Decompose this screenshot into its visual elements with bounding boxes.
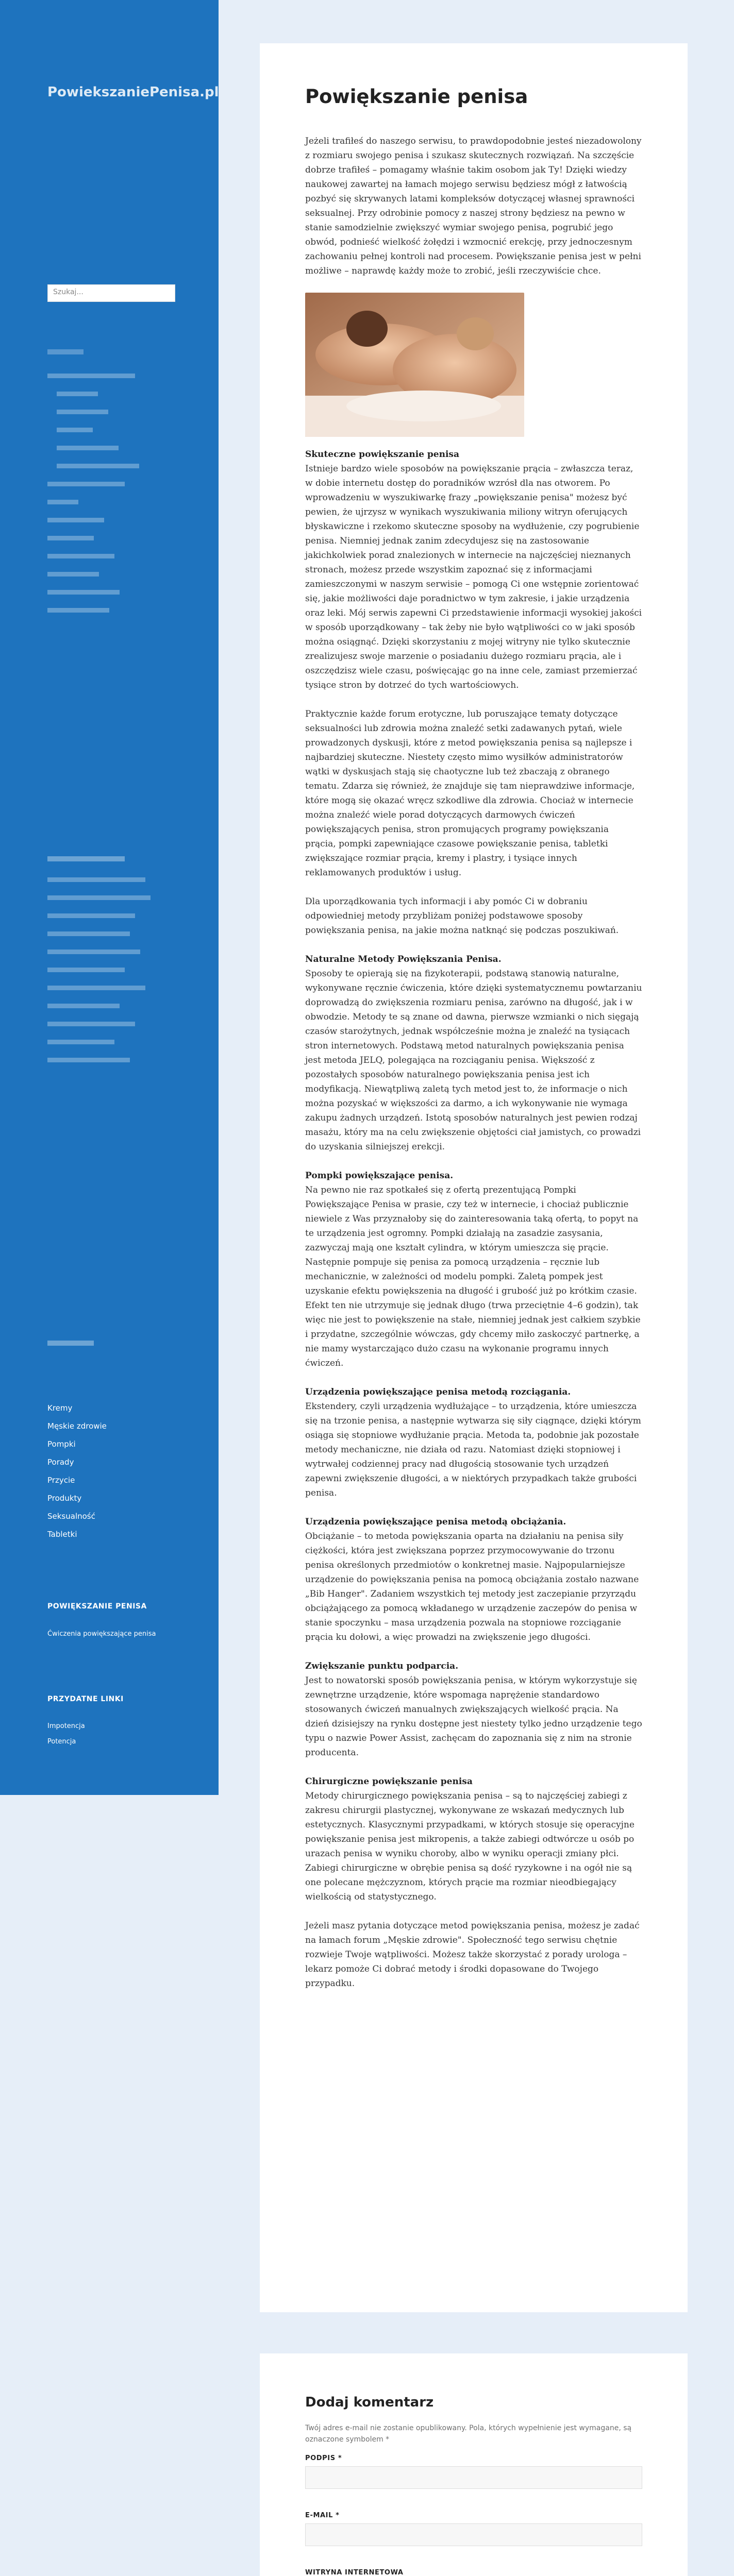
blurred-link[interactable] <box>47 385 139 403</box>
blurred-link[interactable] <box>47 1015 151 1033</box>
page-title: Powiększanie penisa <box>305 86 528 108</box>
blurred-link[interactable] <box>47 997 151 1015</box>
name-label: PODPIS * <box>305 2454 342 2462</box>
section-text: Jest to nowatorski sposób powiększania penisa, w którym wykorzystuje się zewnętrzne urządzenie, które wspomaga naprężenie standardowo stosowanych ćwiczeń manualnych zwiększających wielkość prącia. Na dzień dzisiejszy na rynku dostępne jest niestety tylko jedno urządzenie tego typu o nazwie Power Assist, zachęcam do zapoznania się z nim na stronie producenta. <box>305 1675 642 1758</box>
blurred-link[interactable] <box>47 871 151 889</box>
search-input[interactable]: Szukaj... <box>47 284 175 302</box>
sidebar <box>0 0 219 1795</box>
widget-pages-title: POWIĘKSZANIE PENISA <box>47 1602 147 1611</box>
category-link[interactable]: Męskie zdrowie <box>47 1421 107 1431</box>
blurred-link[interactable] <box>47 565 139 583</box>
email-label: E-MAIL * <box>305 2512 340 2519</box>
forum-paragraph: Praktycznie każde forum erotyczne, lub poruszające tematy dotyczące seksualności lub zdrowia można znaleźć setki zadawanych pytań, wiele prowadzonych dyskusji, które z metod powiększania penisa są najlepsze i najbardziej skuteczne. Niestety często mimo wysiłków administratorów wątki w dyskusjach stają się chaotyczne lub też zbaczają z obranego tematu. Zdarza się również, że znajduje się tam nieprawdziwe informacje, które mogą się okazać wręcz szkodliwe dla zdrowia. Chociaż w internecie można znaleźć wiele porad dotyczących darmowych ćwiczeń powiększających penisa, stron promujących programy powiększania prącia, pompki zapewniające czasowe powiększanie penisa, tabletki zwiększające rozmiar prącia, kremy i plastry, i tysiące innych reklamowanych produktów i usług. <box>305 709 635 878</box>
widget-categories-title <box>47 1340 94 1348</box>
category-link[interactable]: Porady <box>47 1458 74 1467</box>
category-link[interactable]: Kremy <box>47 1403 73 1413</box>
categories-list <box>47 1399 107 1544</box>
blurred-link[interactable] <box>47 907 151 925</box>
section-paragraph <box>305 1385 642 1500</box>
blurred-link[interactable] <box>47 979 151 997</box>
blurred-link[interactable] <box>47 421 139 439</box>
outro-paragraph: Jeżeli masz pytania dotyczące metod powiększania penisa, możesz je zadać na łamach forum „Męskie zdrowie". Społeczność tego serwisu chętnie rozwieje Twoje wątpliwości. Możesz także skorzystać z porady urologa – lekarz pomoże Ci dobrać metody i środki dopasowane do Twojego przypadku. <box>305 1921 640 1989</box>
summary-paragraph: Dla uporządkowania tych informacji i aby pomóc Ci w dobraniu odpowiedniej metody przybliżam poniżej podstawowe sposoby powiększania penisa, na jakie można natknąć się podczas poszukiwań. <box>305 896 619 936</box>
section-heading: Skuteczne powiększanie penisa <box>305 449 459 460</box>
useful-link[interactable]: Potencja <box>47 1738 76 1745</box>
blurred-link[interactable] <box>47 925 151 943</box>
pages-list <box>47 1629 171 1639</box>
email-field[interactable] <box>305 2523 642 2546</box>
intro-paragraph: Jeżeli trafiłeś do naszego serwisu, to prawdopodobnie jesteś niezadowolony z rozmiaru swojego penisa i szukasz skutecznych rozwiązań. Na szczęście dobrze trafiłeś – pomagamy właśnie takim osobom jak Ty! Dzięki wiedzy naukowej zawartej na łamach mojego serwisu będziesz mógł z łatwością pozbyć się skrywanych latami kompleksów dotyczącej własnej sprawności seksualnej. Przy odrobinie pomocy z naszej strony będziesz na pewno w stanie samodzielnie zwiększyć wymiar swojego penisa, pogrubić jego obwód, podnieść wielkość żołędzi i wzmocnić erekcję, przy jednoczesnym zachowaniu pełnej kontroli nad procesem. Powiększanie penisa jest w pełni możliwe – naprawdę każdy może to zrobić, jeśli rzeczywiście chce. <box>305 136 642 276</box>
section-text: Ekstendery, czyli urządzenia wydłużające – to urządzenia, które umieszcza się na trzonie penisa, a następnie wytwarza się siły ciągnące, dzięki którym osiąga się stopniowe wydłużanie prącia. Metoda ta, podobnie jak pozostałe metody mechaniczne, nie działa od razu. Natomiast dzięki stopniowej i wytrwałej codziennej pracy nad długością stosowanie tych urządzeń zapewni zwiększenie długości, a w niektórych przypadkach także grubości penisa. <box>305 1401 641 1498</box>
section-text: Na pewno nie raz spotkałeś się z ofertą prezentującą Pompki Powiększające Penisa w prasie, czy też w internecie, i chociaż publicznie niewiele z Was przyznałoby się do zainteresowania taką ofertą, to popyt na te urządzenia jest ogromny. Pompki działają na zasadzie zasysania, zazwyczaj mają one kształt cylindra, w którym umieszcza się prącie. Następnie pompuje się penisa za pomocą urządzenia – ręcznie lub mechanicznie, w zależności od modelu pompki. Zaletą pompek jest uzyskanie efektu powiększenia na długość i grubość już po krótkim czasie. Efekt ten nie utrzymuje się jednak długo (trwa przeciętnie 4–6 godzin), tak więc nie jest to powiększenie na stałe, niemniej jednak jest całkiem szybkie i przydatne, szczególnie wówczas, gdy chcemy miło zaskoczyć partnerkę, a nie mamy wystarczająco dużo czasu na wykonanie programu innych ćwiczeń. <box>305 1185 641 1368</box>
blurred-link[interactable] <box>47 457 139 475</box>
article-card <box>260 43 688 2312</box>
blurred-link[interactable] <box>47 511 139 529</box>
section-text: Metody chirurgicznego powiększania penisa – są to najczęściej zabiegi z zakresu chirurgii plastycznej, wykonywane ze wskazań medycznych lub estetycznych. Klasycznymi przypadkami, w których stosuje się operacyjne powiększanie penisa jest mikropenis, a także zabiegi odtwórcze u osób po urazach penisa w wyniku choroby, albo w wyniku operacji zmiany płci. Zabiegi chirurgiczne w obrębie penisa są dość ryzykowne i na ogół nie są one polecane mężczyznom, których prącie ma rozmiar nieodbiegający wielkością od statystycznego. <box>305 1791 635 1902</box>
section-paragraph <box>305 1515 642 1645</box>
section-paragraph <box>305 1774 642 1904</box>
couple-photo <box>305 293 524 437</box>
hero-image <box>305 293 524 437</box>
name-field[interactable] <box>305 2466 642 2489</box>
section-paragraph <box>305 952 642 1154</box>
widget-links-title: PRZYDATNE LINKI <box>47 1695 124 1703</box>
blurred-link[interactable] <box>47 1051 151 1069</box>
category-link[interactable]: Tabletki <box>47 1530 77 1539</box>
section-text: Sposoby te opierają się na fizykoterapii, podstawą stanowią naturalne, wykonywane ręcznie ćwiczenia, które dzięki systematycznemu powtarzaniu doprowadzą do zwiększenia rozmiaru penisa, zarówno na długość, jak i w obwodzie. Metody te są znane od dawna, pierwsze wzmianki o nich sięgają czasów starożytnych, jednak współcześnie można je znaleźć na tysiącach stron internetowych. Podstawą metod naturalnych powiększania penisa jest metoda JELQ, polegająca na rozciąganiu penisa. Większość z pozostałych sposobów naturalnego powiększania penisa jest ich modyfikacją. Niewątpliwą zaletą tych metod jest to, że informacje o nich można pozyskać w większości za darmo, a ich wykonywanie nie wymaga zakupu żadnych urządzeń. Istotą sposobów naturalnych jest pewien rodzaj masażu, który ma na celu zwiększenie objętości ciał jamistych, co prowadzi do uzyskania silniejszej erekcji. <box>305 969 642 1152</box>
section-paragraph <box>305 1168 642 1370</box>
website-label: WITRYNA INTERNETOWA <box>305 2569 404 2576</box>
section-heading: Pompki powiększające penisa. <box>305 1171 454 1181</box>
blurred-link[interactable] <box>47 943 151 961</box>
section-heading: Chirurgiczne powiększanie penisa <box>305 1776 473 1787</box>
blurred-link[interactable] <box>47 961 151 979</box>
section-heading: Naturalne Metody Powiększania Penisa. <box>305 954 502 964</box>
section-heading: Urządzenia powiększające penisa metodą obciążania. <box>305 1517 566 1527</box>
site-title-link[interactable]: PowiekszaniePenisa.pl <box>47 84 219 100</box>
page-link[interactable]: Ćwiczenia powiększające penisa <box>47 1630 156 1638</box>
blurred-link[interactable] <box>47 475 139 493</box>
category-link[interactable]: Seksualność <box>47 1512 95 1521</box>
blurred-link[interactable] <box>47 529 139 547</box>
section-text: Istnieje bardzo wiele sposobów na powiększanie prącia – zwłaszcza teraz, w dobie internetu dostęp do poradników wzrósł dla nas otworem. Po wprowadzeniu w wyszukiwarkę frazy „powiększanie penisa" możesz być pewien, że ujrzysz w wynikach wyszukiwania miliony witryn oferujących błyskawiczne i rzekomo skuteczne sposoby na wydłużenie, czy pogrubienie penisa. Niemniej jednak zanim zdecydujesz się na zastosowanie jakichkolwiek porad znalezionych w internecie na najczęściej nieznanych stronach, możesz przede wszystkim zapoznać się z informacjami zamieszczonymi w naszym serwisie – pomogą Ci one wstępnie zorientować się, jakie możliwości daje poradnictwo w tym zakresie, i jakie urządzenia oraz leki. Mój serwis zapewni Ci przedstawienie informacji wysokiej jakości w sposób uporządkowany – tak żeby nie było wątpliwości co w jaki sposób można osiągnąć. Dzięki skorzystaniu z mojej witryny nie tylko skutecznie zrealizujesz swoje marzenie o posiadaniu dużego rozmiaru prącia, ale i oszczędzisz wiele czasu, poświęcając go na inne cele, zamiast przemierzać tysiące stron by dotrzeć do tych wartościowych. <box>305 464 642 690</box>
comment-card <box>260 2353 688 2576</box>
blurred-link[interactable] <box>47 547 139 565</box>
blurred-link[interactable] <box>47 889 151 907</box>
widget-recent-list <box>47 367 139 619</box>
category-link[interactable]: Pompki <box>47 1439 76 1449</box>
blurred-link[interactable] <box>47 601 139 619</box>
blurred-link[interactable] <box>47 439 139 457</box>
category-link[interactable]: Przycie <box>47 1476 75 1485</box>
category-link[interactable]: Produkty <box>47 1494 82 1503</box>
section-heading: Urządzenia powiększające penisa metodą rozciągania. <box>305 1387 571 1397</box>
blurred-link[interactable] <box>47 583 139 601</box>
widget-recent-title <box>47 348 84 357</box>
useful-link[interactable]: Impotencja <box>47 1722 85 1730</box>
blurred-link[interactable] <box>47 403 139 421</box>
widget-blurred-list <box>47 871 151 1069</box>
section-text: Obciążanie – to metoda powiększania oparta na działaniu na penisa siły ciężkości, która jest zwiększana poprzez przymocowywanie do trzonu penisa określonych przedmiotów o konkretnej masie. Najpopularniejsze urządzenie do powiększania penisa na pomocą obciążania zostało nazwane „Bib Hanger". Zadaniem wszystkich tej metody jest zaczepianie przyrządu obciążającego za pomocą wkładanego w urządzenie zaczepów do penisa w stanie spoczynku – masa urządzenia pozwala na stopniowe rozciąganie prącia ku dołowi, a więc prowadzi na zwiększenie jego długości. <box>305 1531 639 1642</box>
widget-blurred-title <box>47 855 125 863</box>
blurred-link[interactable] <box>47 493 139 511</box>
blurred-link[interactable] <box>47 1033 151 1051</box>
section-paragraph <box>305 447 642 692</box>
required-fields-note: Twój adres e-mail nie zostanie opublikowany. Pola, których wypełnienie jest wymagane, są oznaczone symbolem * <box>305 2424 632 2444</box>
blurred-link[interactable] <box>47 367 139 385</box>
useful-links-list <box>47 1719 85 1750</box>
section-paragraph <box>305 1659 642 1760</box>
comment-form-title: Dodaj komentarz <box>305 2395 434 2410</box>
section-heading: Zwiększanie punktu podparcia. <box>305 1661 459 1671</box>
